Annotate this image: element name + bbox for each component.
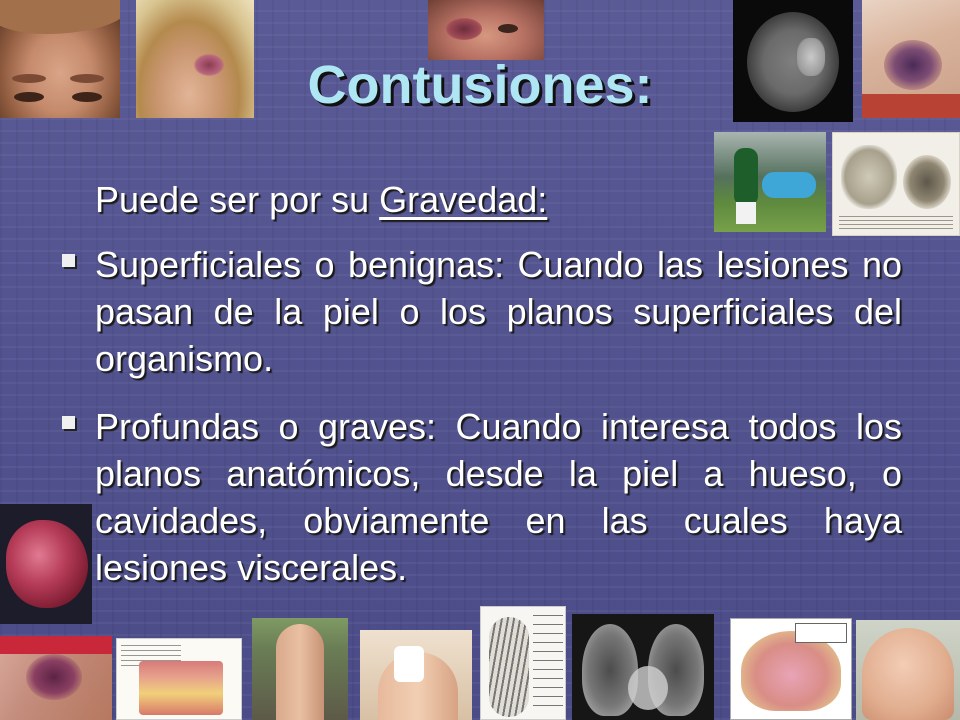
- slide-subtitle: [95, 178, 695, 221]
- bullet-item-profundas: [58, 404, 902, 591]
- thigh-bruise-photo: [862, 0, 960, 118]
- bullet-text: Profundas o graves: Cuando interesa todos los planos anatómicos, desde la piel a hueso, o cavidades, obviamente en las cuales haya lesiones viscerales.: [95, 406, 902, 588]
- square-bullet-icon: [62, 254, 75, 267]
- brain-contusion-diagram: [730, 618, 852, 720]
- subtitle-underlined-term: Gravedad:: [379, 179, 548, 220]
- bandaged-knee-photo: [360, 630, 472, 720]
- chest-xray-image: [572, 614, 714, 720]
- subtitle-prefix: Puede ser por su: [95, 179, 380, 220]
- skin-cross-section-diagram: [116, 638, 242, 720]
- knee-bruise-photo: [856, 620, 960, 720]
- square-bullet-icon: [62, 416, 75, 429]
- arm-bruise-photo: [0, 636, 112, 720]
- bullet-list: [58, 242, 902, 614]
- anatomical-sketch-image: [832, 132, 960, 236]
- muscle-anatomy-diagram: [480, 606, 566, 720]
- bullet-item-superficiales: [58, 242, 902, 382]
- rugby-tackle-photo: [714, 132, 826, 232]
- leg-photo: [252, 618, 348, 720]
- brain-ct-scan-image: [733, 0, 853, 122]
- slide-title: Contusiones:: [307, 55, 653, 115]
- forehead-bruise-photo: [0, 0, 120, 118]
- bullet-text: Superficiales o benignas: Cuando las lesiones no pasan de la piel o los planos superficiales del organismo.: [95, 244, 902, 379]
- black-eye-photo: [428, 0, 544, 60]
